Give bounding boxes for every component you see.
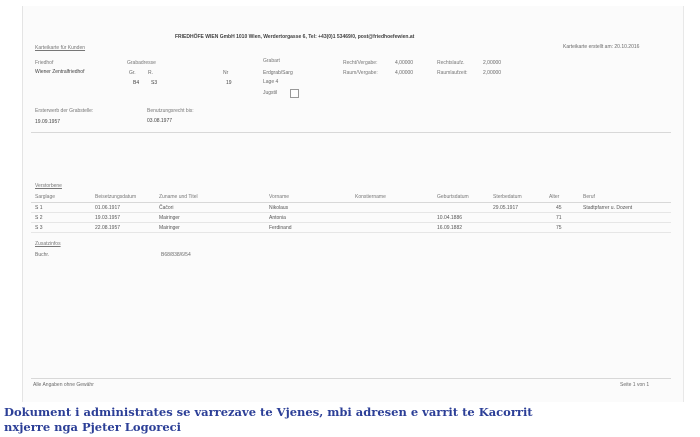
nr-value: 19	[226, 80, 232, 86]
col-geburtsdatum: Geburtsdatum	[437, 194, 469, 200]
benutzungsrecht-value: 03.08.1977	[147, 118, 173, 124]
table-row-divider	[31, 222, 671, 223]
cell-sarglage: S 1	[35, 205, 43, 211]
nr-label: Nr	[223, 70, 229, 76]
raumlaufzeit-value: 2,00000	[483, 70, 502, 76]
zusatzinfos-label: Buchr.	[35, 252, 50, 258]
col-beisetzungsdatum: Beisetzungsdatum	[95, 194, 137, 200]
r-label: R.	[148, 70, 153, 76]
raum-vergabe-label: Raum/Vergabe:	[343, 70, 378, 76]
cell-vorname: Nikolaus	[269, 205, 289, 211]
document-scan	[22, 6, 684, 402]
jugendstil-label: Jugstil	[263, 90, 278, 96]
cell-vorname: Ferdinand	[269, 225, 292, 231]
friedhof-value: Wiener Zentralfriedhof	[35, 69, 85, 75]
caption-line-2: nxjerre nga Pjeter Logoreci	[4, 420, 182, 434]
footer-disclaimer: Alle Angaben ohne Gewähr	[33, 382, 94, 388]
rechtslaufzeit-label: Rechtslaufz.	[437, 60, 465, 66]
col-sterbedatum: Sterbedatum	[493, 194, 522, 200]
zusatzinfos-value: B68/838/6/54	[161, 252, 191, 258]
recht-vergabe-label: Recht/Vergabe:	[343, 60, 378, 66]
document-header: FRIEDHÖFE WIEN GmbH 1010 Wien, Werdertorgasse 6, Tel: +43(0)1 53469/0, post@friedhoefewien.at	[175, 34, 415, 40]
cell-alter: 71	[556, 215, 562, 221]
friedhof-label: Friedhof	[35, 60, 54, 66]
table-row-divider	[31, 212, 671, 213]
zusatzinfos-title: Zusatzinfos	[35, 241, 61, 247]
grabart-label: Grabart	[263, 58, 280, 64]
cell-geburtsdatum: 10.04.1886	[437, 215, 463, 221]
cell-alter: 75	[556, 225, 562, 231]
cell-vorname: Antonia	[269, 215, 286, 221]
cell-zuname: Mairinger	[159, 215, 180, 221]
col-vorname: Vorname	[269, 194, 290, 200]
col-sarglage: Sarglage	[35, 194, 56, 200]
jugendstil-checkbox	[290, 89, 299, 98]
ersterwerb-value: 19.09.1957	[35, 119, 61, 125]
footer-page-number: Seite 1 von 1	[620, 382, 650, 388]
raumlaufzeit-label: Raumlaufzeit:	[437, 70, 468, 76]
cell-geburtsdatum: 16.09.1882	[437, 225, 463, 231]
col-zuname: Zuname und Titel	[159, 194, 198, 200]
cell-beisetzungsdatum: 22.08.1957	[95, 225, 121, 231]
cell-beisetzungsdatum: 19.03.1957	[95, 215, 121, 221]
cell-zuname: Čačori	[159, 205, 174, 211]
cell-beisetzungsdatum: 01.06.1917	[95, 205, 121, 211]
document-title: Karteikarte für Kunden	[35, 45, 86, 51]
cell-alter: 45	[556, 205, 562, 211]
cell-sarglage: S 3	[35, 225, 43, 231]
table-row-divider	[31, 232, 671, 233]
cell-sarglage: S 2	[35, 215, 43, 221]
cell-beruf: Stadtpfarrer u. Dozent	[583, 205, 633, 211]
grabart-value: Erdgrab/Sarg	[263, 70, 293, 76]
gr-value: B4	[133, 80, 140, 86]
col-beruf: Beruf	[583, 194, 595, 200]
caption-line-1: Dokument i administrates se varrezave te Vjenes, mbi adresen e varrit te Kacorrit	[4, 405, 533, 419]
col-alter: Alter	[549, 194, 560, 200]
benutzungsrecht-label: Benutzungsrecht bis:	[147, 108, 194, 114]
cell-sterbedatum: 29.05.1917	[493, 205, 519, 211]
recht-vergabe-value: 4,00000	[395, 60, 414, 66]
ersterwerb-label: Ersterwerb der Grabstelle:	[35, 108, 94, 114]
grabadresse-label: Grabadresse	[127, 60, 156, 66]
table-header-divider	[31, 202, 671, 203]
verstorbene-title: Verstorbene	[35, 183, 62, 189]
lage-value: Lage 4	[263, 79, 279, 85]
created-date: Karteikarte erstellt am: 20.10.2016	[563, 44, 640, 50]
r-value: S3	[151, 80, 158, 86]
rechtslaufzeit-value: 2,00000	[483, 60, 502, 66]
cell-zuname: Mairinger	[159, 225, 180, 231]
col-konstiername: Konstiername	[355, 194, 386, 200]
divider-bottom	[31, 378, 671, 379]
raum-vergabe-value: 4,00000	[395, 70, 414, 76]
gr-label: Gr.	[129, 70, 136, 76]
divider-top	[31, 132, 671, 133]
